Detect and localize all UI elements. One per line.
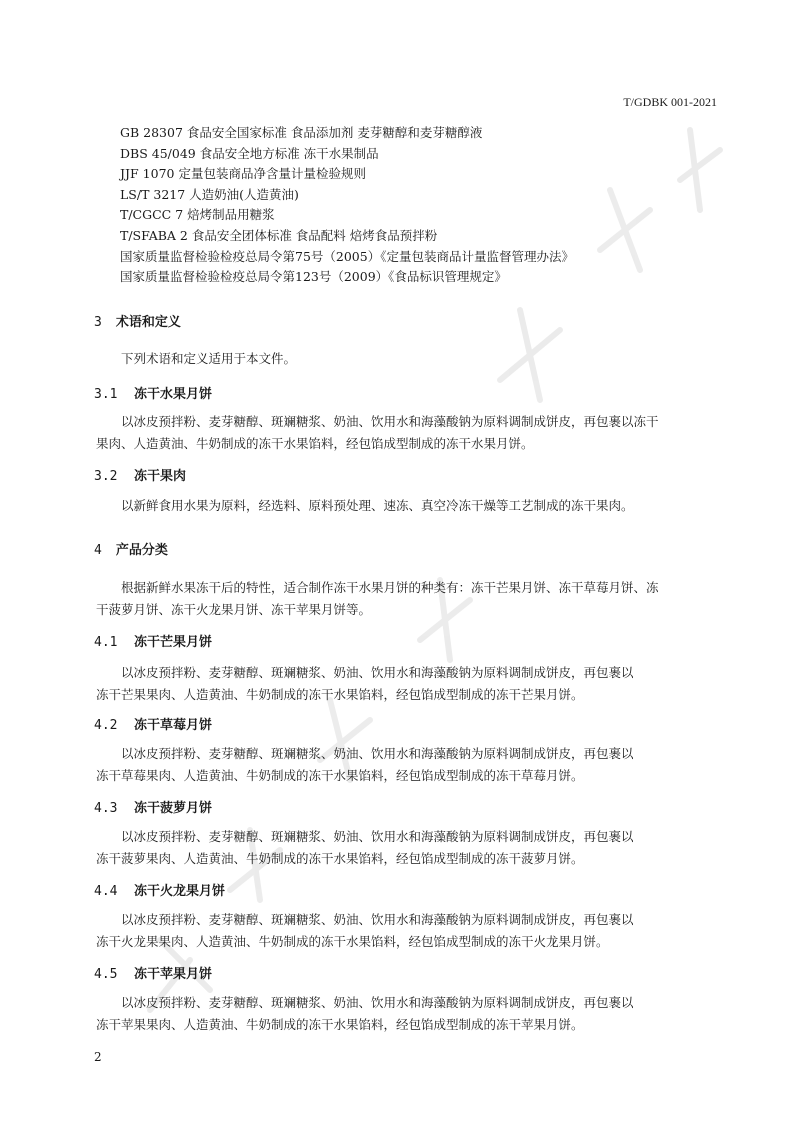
reference-item: DBS 45/049 食品安全地方标准 冻干水果制品 [120, 145, 379, 161]
reference-item: T/SFABA 2 食品安全团体标准 食品配料 焙烤食品预拌粉 [120, 227, 438, 243]
paragraph: 以冰皮预拌粉、麦芽糖醇、斑斓糖浆、奶油、饮用水和海藻酸钠为原料调制成饼皮，再包裹以 冻干苹果果肉、人造黄油、牛奶制成的冻干水果馅料，经包馅成型制成的冻干苹果月饼。 [96, 995, 634, 1032]
doc-code: T/GDBK 001-2021 [623, 95, 717, 109]
paragraph: 以冰皮预拌粉、麦芽糖醇、斑斓糖浆、奶油、饮用水和海藻酸钠为原料调制成饼皮，再包裹以 冻干草莓果肉、人造黄油、牛奶制成的冻干水果馅料，经包馅成型制成的冻干草莓月饼。 [96, 746, 634, 783]
paragraph: 以冰皮预拌粉、麦芽糖醇、斑斓糖浆、奶油、饮用水和海藻酸钠为原料调制成饼皮，再包裹以 冻干火龙果果肉、人造黄油、牛奶制成的冻干水果馅料，经包馅成型制成的冻干火龙果月饼。 [96, 912, 634, 949]
reference-item: JJF 1070 定量包装商品净含量计量检验规则 [120, 166, 366, 182]
page-number: 2 [94, 1050, 102, 1064]
subsection-heading: 3.1 冻干水果月饼 [94, 387, 213, 402]
paragraph: 根据新鲜水果冻干后的特性，适合制作冻干水果月饼的种类有：冻干芒果月饼、冻干草莓月饼、冻 干菠萝月饼、冻干火龙果月饼、冻干苹果月饼等。 [96, 580, 659, 617]
subsection-heading: 3.2 冻干果肉 [94, 469, 187, 484]
reference-item: 国家质量监督检验检疫总局令第123号（2009）《食品标识管理规定》 [120, 269, 507, 285]
section-title: 术语和定义 [115, 315, 181, 330]
subsection-heading: 4.3 冻干菠萝月饼 [94, 801, 213, 816]
subsection-heading: 4.2 冻干草莓月饼 [94, 718, 213, 733]
reference-item: GB 28307 食品安全国家标准 食品添加剂 麦芽糖醇和麦芽糖醇液 [120, 125, 483, 140]
paragraph: 下列术语和定义适用于本文件。 [121, 351, 297, 366]
section-heading: 4 产品分类 [94, 543, 168, 558]
paragraph: 以新鲜食用水果为原料，经选料、原料预处理、速冻、真空冷冻干燥等工艺制成的冻干果肉。 [121, 498, 634, 513]
section-heading: 3 术语和定义 [94, 315, 181, 330]
reference-item: T/CGCC 7 焙烤制品用糖浆 [120, 207, 275, 223]
subsection-heading: 4.4 冻干火龙果月饼 [94, 884, 226, 899]
reference-item: 国家质量监督检验检疫总局令第75号（2005）《定量包装商品计量监督管理办法》 [120, 248, 574, 264]
normative-references [120, 123, 574, 288]
paragraph: 以冰皮预拌粉、麦芽糖醇、斑斓糖浆、奶油、饮用水和海藻酸钠为原料调制成饼皮，再包裹以 冻干芒果果肉、人造黄油、牛奶制成的冻干水果馅料，经包馅成型制成的冻干芒果月饼。 [96, 665, 634, 702]
reference-item: LS/T 3217 人造奶油(人造黄油) [120, 186, 299, 202]
subsection-heading: 4.5 冻干苹果月饼 [94, 967, 213, 982]
paragraph: 以冰皮预拌粉、麦芽糖醇、斑斓糖浆、奶油、饮用水和海藻酸钠为原料调制成饼皮，再包裹以冻干 果肉、人造黄油、牛奶制成的冻干水果馅料，经包馅成型制成的冻干水果月饼。 [96, 414, 659, 451]
subsection-heading: 4.1 冻干芒果月饼 [94, 635, 213, 650]
paragraph: 以冰皮预拌粉、麦芽糖醇、斑斓糖浆、奶油、饮用水和海藻酸钠为原料调制成饼皮，再包裹以 冻干菠萝果肉、人造黄油、牛奶制成的冻干水果馅料，经包馅成型制成的冻干菠萝月饼。 [96, 829, 634, 866]
section-title: 产品分类 [115, 543, 168, 558]
